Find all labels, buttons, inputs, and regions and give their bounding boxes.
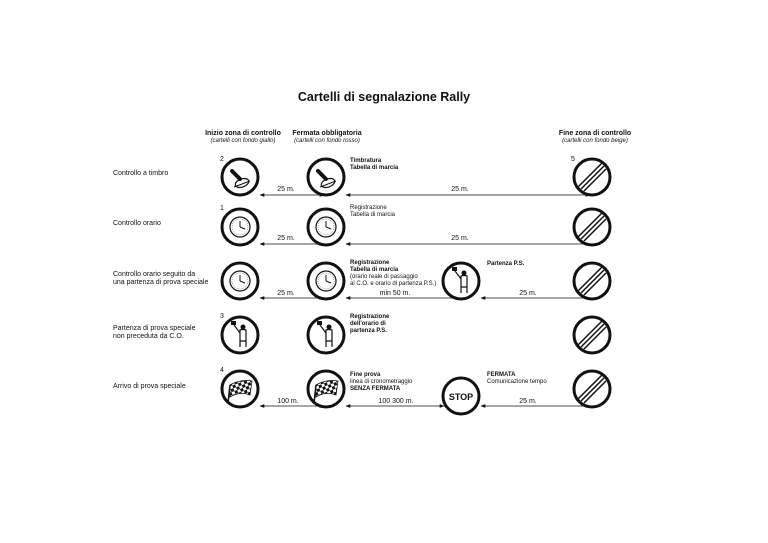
distance-label: 25 m. xyxy=(277,290,295,297)
sign-description: Fine prova linea di cronometraggio SENZA FERMATA xyxy=(350,372,413,392)
distance-label: min 50 m. xyxy=(379,290,411,297)
sign-description: Registrazione Tabella di marcia (orario reale di passaggio al C.O. e orario di partenza P.S.) xyxy=(350,260,437,287)
row-label: Controllo orario seguito da una partenza di prova speciale xyxy=(113,271,209,286)
flag-man-icon xyxy=(308,317,344,353)
row-label: Controllo a timbro xyxy=(113,170,169,177)
distance-label: 25 m. xyxy=(519,290,537,297)
distance-label: 25 m. xyxy=(519,398,537,405)
stop-text: STOP xyxy=(448,392,474,402)
stamp-icon xyxy=(308,159,344,195)
partenza-label: Partenza P.S. xyxy=(487,261,525,267)
stamp-icon xyxy=(222,159,258,195)
column-subtitle: (cartelli con fondo rosso) xyxy=(294,138,360,144)
sign-number: 1 xyxy=(220,205,224,212)
page-title: Cartelli di segnalazione Rally xyxy=(297,90,471,104)
clock-icon xyxy=(222,209,258,245)
sign-number: 5 xyxy=(571,156,575,163)
end-zone-icon xyxy=(574,371,610,407)
end-zone-icon xyxy=(574,317,610,353)
sign-number: 3 xyxy=(220,313,224,320)
fermata-description: FERMATA Comunicazione tempo xyxy=(487,372,547,385)
flag-man-icon xyxy=(222,317,258,353)
clock-icon xyxy=(308,209,344,245)
end-zone-icon xyxy=(574,209,610,245)
column-subtitle: (cartelli con fondo beige) xyxy=(562,138,628,144)
end-zone-icon xyxy=(574,263,610,299)
clock-icon xyxy=(222,263,258,299)
column-subtitle: (cartelli con fondo giallo) xyxy=(210,138,276,144)
column-title: Inizio zona di controllo xyxy=(205,130,281,137)
sign-description: Registrazione Tabella di marcia xyxy=(350,205,396,218)
end-zone-icon xyxy=(574,159,610,195)
stop-sign-icon xyxy=(443,378,479,414)
row-label: Partenza di prova speciale non preceduta da C.O. xyxy=(113,325,196,340)
column-title: Fermata obbligatoria xyxy=(292,130,362,137)
checkered-flag-icon xyxy=(222,371,258,407)
row-label: Arrivo di prova speciale xyxy=(113,383,186,390)
sign-number: 4 xyxy=(220,367,224,374)
row-label: Controllo orario xyxy=(113,220,161,227)
distance-label: 25 m. xyxy=(451,235,469,242)
distance-label: 100 m. xyxy=(277,398,299,405)
distance-label: 25 m. xyxy=(277,235,295,242)
sign-number: 2 xyxy=(220,156,224,163)
clock-icon xyxy=(308,263,344,299)
sign-description: Registrazione dell'orario di partenza P.S. xyxy=(350,314,390,334)
distance-label: 25 m. xyxy=(451,186,469,193)
checkered-flag-icon xyxy=(308,371,344,407)
distance-label: 25 m. xyxy=(277,186,295,193)
column-title: Fine zona di controllo xyxy=(558,130,632,137)
distance-label: 100 300 m. xyxy=(378,398,414,405)
sign-description: Timbratura Tabella di marcia xyxy=(350,158,399,171)
flag-man-icon xyxy=(443,263,479,299)
